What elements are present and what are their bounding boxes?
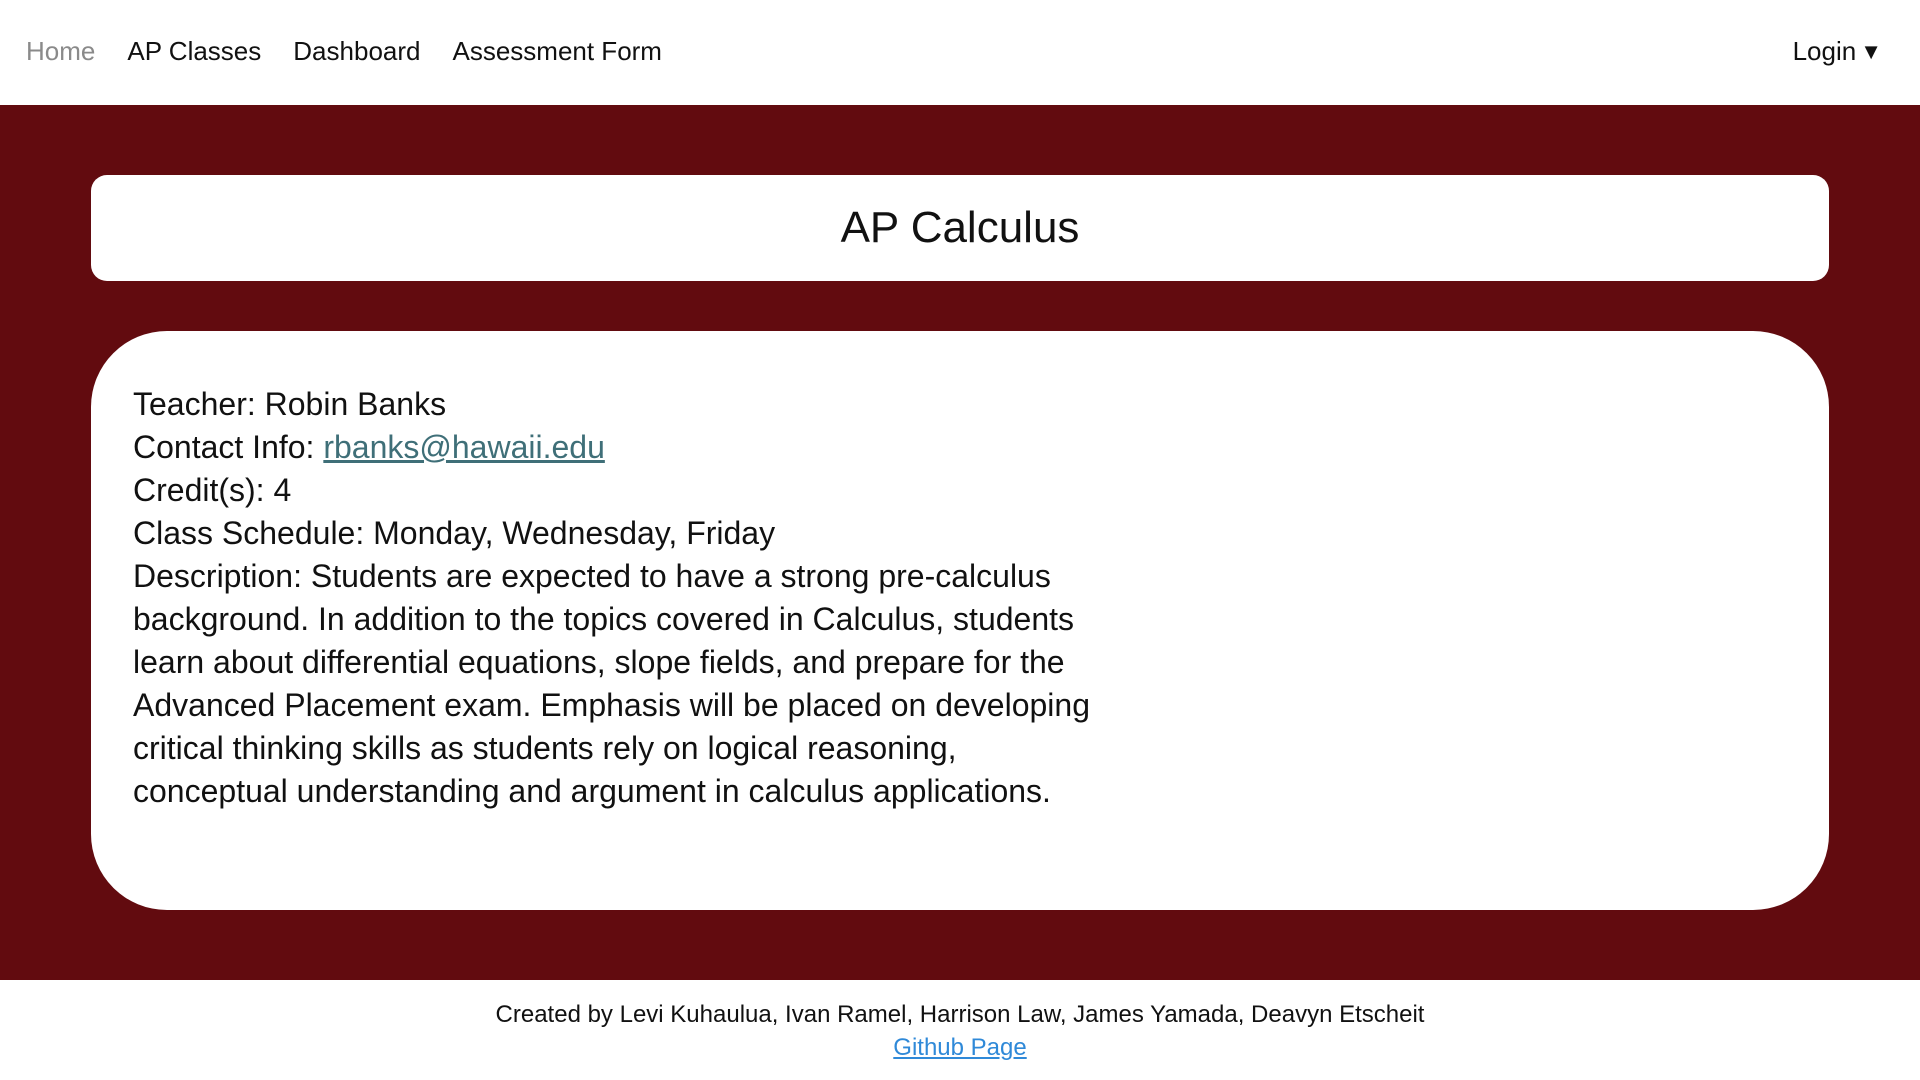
nav-home-link[interactable]: Home [26,36,96,66]
top-navbar [0,0,1920,105]
schedule-value: Monday, Wednesday, Friday [373,515,776,551]
nav-ap-classes-link[interactable]: AP Classes [127,36,262,66]
teacher-name: Robin Banks [264,386,447,422]
nav-dashboard-link[interactable]: Dashboard [293,36,421,66]
nav-assessment-form-link[interactable]: Assessment Form [452,36,662,66]
schedule-row [133,512,1113,555]
schedule-label: Class Schedule: [133,515,374,551]
login-label: Login [1792,36,1857,66]
primary-navigation [26,36,662,67]
course-info-content [133,383,1113,813]
course-title-card [91,175,1829,281]
credits-label: Credit(s): [133,472,274,508]
contact-label: Contact Info: [133,429,324,465]
contact-row [133,426,1113,469]
description-text: Students are expected to have a strong pre-calculus background. In addition to the topics covered in Calculus, students learn about differential equations, slope fields, and prepare for the Advanced Placement exam. Emphasis will be placed on developing critical thinking skills as students rely on logical reasoning, conceptual understanding and argument in calculus applications. [133,558,1090,809]
chevron-down-icon: ▼ [1860,39,1882,64]
description-label: Description: [133,558,311,594]
site-footer [0,980,1920,1080]
credits-row [133,469,1113,512]
footer-credit-text: Created by Levi Kuhaulua, Ivan Ramel, Harrison Law, James Yamada, Deavyn Etscheit [495,1001,1425,1028]
page-title: AP Calculus [840,203,1080,252]
description-row [133,555,1113,813]
teacher-row [133,383,1113,426]
github-page-link[interactable]: Github Page [893,1034,1027,1061]
course-info-card [91,331,1829,910]
course-detail-section [0,105,1920,980]
teacher-email-link[interactable]: rbanks@hawaii.edu [323,429,605,465]
credits-value: 4 [273,472,292,508]
teacher-label: Teacher: [133,386,265,422]
login-dropdown[interactable] [1793,36,1882,67]
